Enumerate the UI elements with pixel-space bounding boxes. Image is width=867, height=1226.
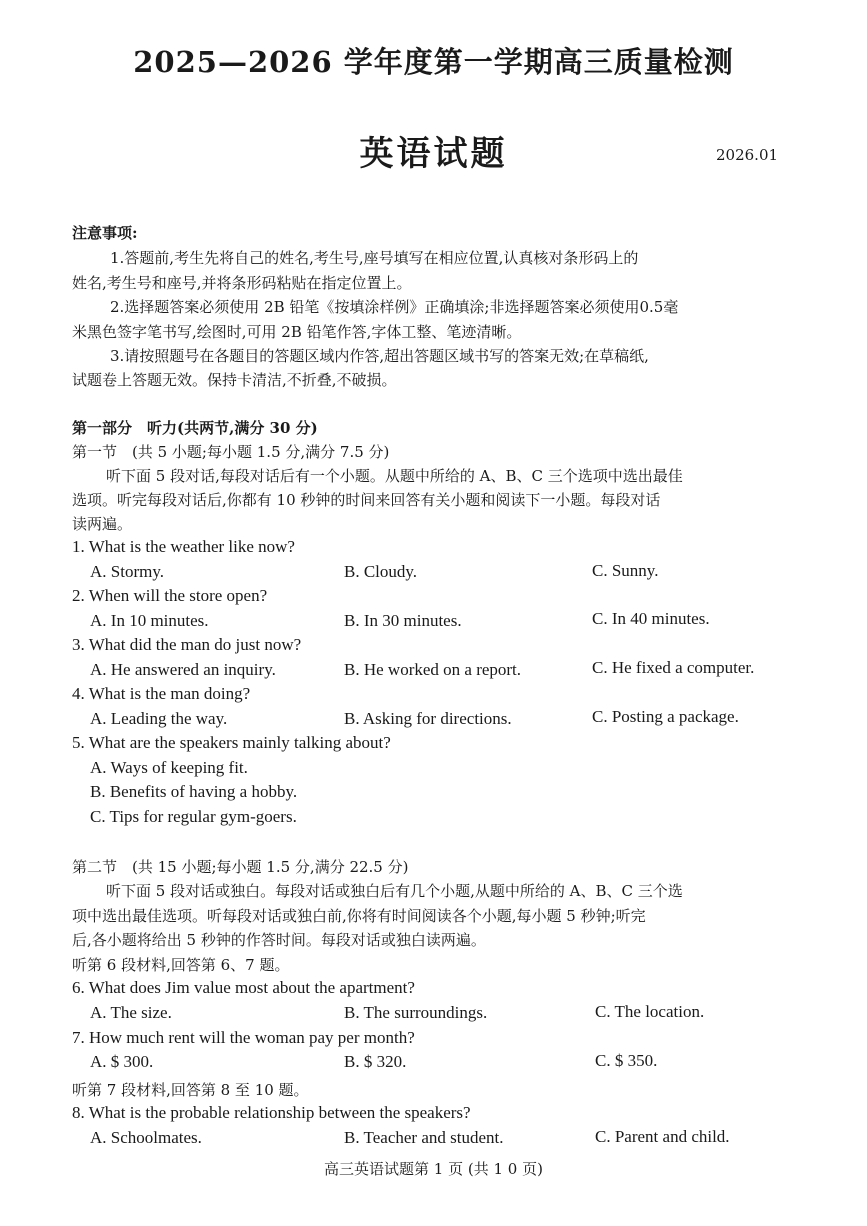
notice-line: 试题卷上答题无效。保持卡清洁,不折叠,不破损。 — [72, 371, 397, 389]
option-a: A. He answered an inquiry. — [90, 660, 276, 679]
option-c: C. $ 350. — [595, 1051, 658, 1070]
section2-instruction: 后,各小题将给出 5 秒钟的作答时间。每段对话或独白读两遍。 — [72, 931, 486, 949]
question-stem: 6. What does Jim value most about the apartment? — [72, 978, 415, 997]
option-b: B. Cloudy. — [344, 562, 418, 581]
option-b: B. Benefits of having a hobby. — [90, 782, 298, 801]
section1-instruction: 读两遍。 — [72, 515, 133, 533]
question-stem: 2. When will the store open? — [72, 586, 268, 605]
option-b: B. In 30 minutes. — [344, 611, 462, 630]
material-instruction: 听第 6 段材料,回答第 6、7 题。 — [72, 956, 290, 974]
notice-line: 姓名,考生号和座号,并将条形码粘贴在指定位置上。 — [72, 274, 412, 292]
notice-heading: 注意事项: — [72, 224, 138, 242]
question-stem: 8. What is the probable relationship between the speakers? — [72, 1103, 471, 1122]
question-stem: 1. What is the weather like now? — [72, 537, 295, 556]
question-stem: 7. How much rent will the woman pay per month? — [72, 1028, 415, 1047]
material-instruction: 听第 7 段材料,回答第 8 至 10 题。 — [72, 1081, 309, 1099]
option-c: C. The location. — [595, 1002, 705, 1021]
exam-date: 2026.01 — [716, 146, 779, 164]
question-stem: 3. What did the man do just now? — [72, 635, 302, 654]
notice-line: 2.选择题答案必须使用 2B 铅笔《按填涂样例》正确填涂;非选择题答案必须使用0.5毫 — [110, 298, 679, 316]
section1-instruction: 选项。听完每段对话后,你都有 10 秒钟的时间来回答有关小题和阅读下一小题。每段对话 — [72, 491, 661, 509]
section2-instruction: 项中选出最佳选项。听每段对话或独白前,你将有时间阅读各个小题,每小题 5 秒钟;听完 — [72, 907, 646, 925]
section1-heading: 第一节 (共 5 小题;每小题 1.5 分,满分 7.5 分) — [72, 443, 390, 461]
option-a: A. Leading the way. — [90, 709, 228, 728]
option-a: A. In 10 minutes. — [90, 611, 209, 630]
option-b: B. He worked on a report. — [344, 660, 522, 679]
question-stem: 5. What are the speakers mainly talking about? — [72, 733, 391, 752]
section2-heading: 第二节 (共 15 小题;每小题 1.5 分,满分 22.5 分) — [72, 858, 409, 876]
notice-line: 1.答题前,考生先将自己的姓名,考生号,座号填写在相应位置,认真核对条形码上的 — [110, 249, 639, 267]
page-footer: 高三英语试题第 1 页 (共 1 0 页) — [324, 1160, 543, 1178]
section1-instruction: 听下面 5 段对话,每段对话后有一个小题。从题中所给的 A、B、C 三个选项中选出最佳 — [106, 467, 683, 485]
option-a: A. $ 300. — [90, 1052, 154, 1071]
option-a: A. Stormy. — [90, 562, 164, 581]
option-c: C. Sunny. — [592, 561, 659, 580]
option-a: A. Ways of keeping fit. — [90, 758, 248, 777]
option-a: A. Schoolmates. — [90, 1128, 202, 1147]
part1-heading: 第一部分 听力(共两节,满分 30 分) — [72, 419, 318, 437]
option-c: C. In 40 minutes. — [592, 609, 710, 628]
exam-subject: 英语试题 — [359, 134, 508, 174]
notice-line: 3.请按照题号在各题目的答题区域内作答,超出答题区域书写的答案无效;在草稿纸, — [110, 347, 649, 365]
question-stem: 4. What is the man doing? — [72, 684, 251, 703]
exam-title: 2025—2026 学年度第一学期高三质量检测 — [133, 45, 734, 79]
option-c: C. He fixed a computer. — [592, 658, 755, 677]
option-b: B. Asking for directions. — [344, 709, 512, 728]
section2-instruction: 听下面 5 段对话或独白。每段对话或独白后有几个小题,从题中所给的 A、B、C 三个选 — [106, 882, 683, 900]
option-b: B. Teacher and student. — [344, 1128, 504, 1147]
notice-line: 米黑色签字笔书写,绘图时,可用 2B 铅笔作答,字体工整、笔迹清晰。 — [72, 323, 522, 341]
option-c: C. Parent and child. — [595, 1127, 730, 1146]
option-a: A. The size. — [90, 1003, 172, 1022]
option-c: C. Posting a package. — [592, 707, 739, 726]
option-b: B. The surroundings. — [344, 1003, 488, 1022]
option-b: B. $ 320. — [344, 1052, 407, 1071]
option-c: C. Tips for regular gym-goers. — [90, 807, 297, 826]
